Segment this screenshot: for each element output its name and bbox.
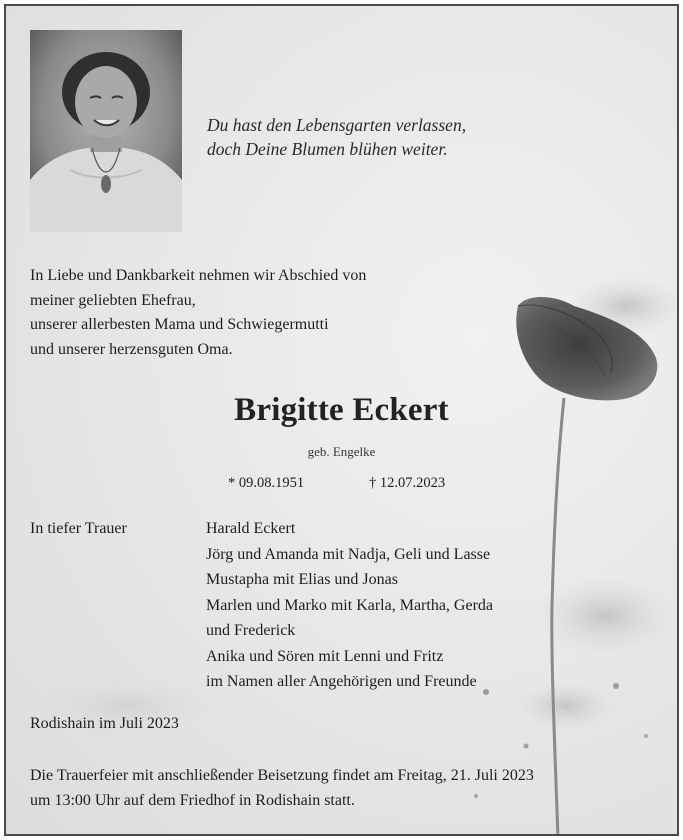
service-info [30, 763, 534, 813]
intro-line: unserer allerbesten Mama und Schwiegermutti [30, 316, 329, 333]
deceased-name: Brigitte Eckert [234, 392, 449, 428]
mourner-line: und Frederick [206, 622, 296, 639]
birth-date: * 09.08.1951 [228, 475, 305, 491]
mourners-list [206, 516, 493, 695]
motto-line: doch Deine Blumen blühen weiter. [207, 139, 448, 159]
intro-line: In Liebe und Dankbarkeit nehmen wir Abschied von [30, 267, 367, 284]
mourner-line: im Namen aller Angehörigen und Freunde [206, 673, 477, 690]
mourner-line: Harald Eckert [206, 520, 296, 537]
death-date: † 12.07.2023 [369, 475, 446, 491]
motto-quote [207, 113, 466, 161]
mourning-label: In tiefer Trauer [30, 520, 127, 537]
intro-line: und unserer herzensguten Oma. [30, 340, 233, 358]
mourner-line: Mustapha mit Elias und Jonas [206, 571, 398, 588]
motto-line: Du hast den Lebensgarten verlassen, [207, 115, 467, 135]
mourner-line: Jörg und Amanda mit Nadja, Geli und Lasse [206, 545, 491, 563]
mourner-line: Anika und Sören mit Lenni und Fritz [206, 647, 444, 665]
intro-text [30, 264, 366, 362]
portrait-photo [30, 30, 182, 232]
service-line: Die Trauerfeier mit anschließender Beisetzung findet am Freitag, 21. Juli 2023 [30, 767, 534, 784]
mourner-line: Marlen und Marko mit Karla, Martha, Gerda [206, 596, 494, 614]
notice-frame [4, 4, 679, 836]
place-date: Rodishain im Juli 2023 [30, 715, 179, 732]
service-line: um 13:00 Uhr auf dem Friedhof in Rodishain statt. [30, 792, 355, 809]
intro-line: meiner geliebten Ehefrau, [30, 291, 196, 309]
birth-name: geb. Engelke [307, 444, 376, 459]
